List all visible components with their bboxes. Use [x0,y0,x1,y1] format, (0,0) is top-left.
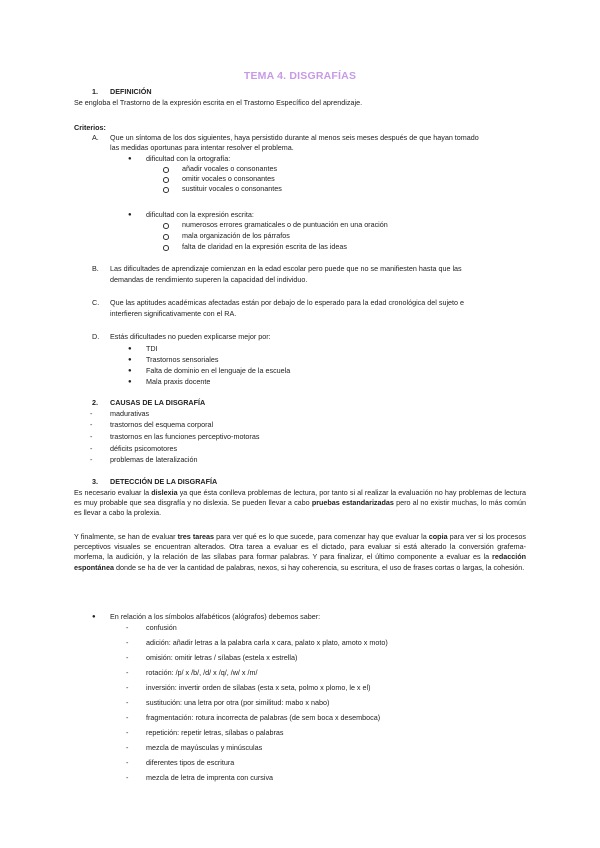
criterios-label: Criterios: [74,123,106,132]
bullet-icon: ● [128,357,132,363]
criterio-a-line1: Que un síntoma de los dos siguientes, haya persistido durante al menos seis meses después de que hayan tomado [110,133,479,142]
definicion-text: Se engloba el Trastorno de la expresión escrita en el Trastorno Específico del aprendizaje. [74,98,363,107]
simbolo-item: confusión [146,623,177,632]
circle-bullet-icon [163,223,169,229]
criterio-c-letter: C. [92,298,100,307]
criterio-d-item: Falta de dominio en el lenguaje de la escuela [146,366,291,375]
circle-bullet-icon [163,245,169,251]
criterio-c-line2: interfieren significativamente con el RA. [110,309,237,318]
circle-bullet-icon [163,234,169,240]
group-2-item: numerosos errores gramaticales o de puntuación en una oración [182,220,388,229]
p2-text: para ver qué es lo que sucede, para comenzar hay que evaluar la [214,532,429,541]
simbolo-item: fragmentación: rotura incorrecta de palabras (de sem boca x desemboca) [146,713,381,722]
circle-bullet-icon [163,167,169,173]
dash-icon: - [90,409,93,418]
group-1-label: dificultad con la ortografía: [146,154,231,163]
section-3-heading: DETECCIÓN DE LA DISGRAFÍA [110,477,218,486]
bullet-icon: ● [128,212,132,218]
dash-icon: - [90,432,93,441]
dash-icon: - [126,758,129,767]
criterio-d-letter: D. [92,332,100,341]
causa-item: madurativas [110,409,150,418]
dash-icon: - [126,623,129,632]
causa-item: trastornos en las funciones perceptivo-motoras [110,432,260,441]
dash-icon: - [126,773,129,782]
simbolo-item: mezcla de letra de imprenta con cursiva [146,773,274,782]
dash-icon: - [126,728,129,737]
simbolo-item: adición: añadir letras a la palabra carla x cara, palato x plato, amoto x moto) [146,638,388,647]
p2-text: Y finalmente, se han de evaluar [74,532,178,541]
p2-bold-tres-tareas: tres tareas [177,532,215,541]
simbolo-item: omisión: omitir letras / sílabas (estela x estrella) [146,653,298,662]
circle-bullet-icon [163,187,169,193]
group-2-item: mala organización de los párrafos [182,231,290,240]
p2-bold-copia: copia [428,532,448,541]
section-1-number: 1. [92,87,98,96]
section-1-heading: DEFINICIÓN [110,87,152,96]
group-2-label: dificultad con la expresión escrita: [146,210,254,219]
simbolos-label: En relación a los símbolos alfabéticos (alógrafos) debemos saber: [110,612,321,621]
criterio-d-item: Mala praxis docente [146,377,211,386]
group-1-item: sustituir vocales o consonantes [182,184,282,193]
causa-item: problemas de lateralización [110,455,198,464]
bullet-icon: ● [128,368,132,374]
dash-icon: - [90,420,93,429]
criterio-d-item: Trastornos sensoriales [146,355,219,364]
section-2-number: 2. [92,398,98,407]
simbolo-item: repetición: repetir letras, sílabas o palabras [146,728,284,737]
dash-icon: - [126,743,129,752]
deteccion-paragraph-1 [74,488,526,519]
dash-icon: - [126,683,129,692]
dash-icon: - [126,653,129,662]
section-3-number: 3. [92,477,98,486]
dash-icon: - [90,444,93,453]
dash-icon: - [126,638,129,647]
p1-text: ya que ésta conlleva problemas de lectura, por tanto si al realizar la evaluación no hay problemas de lectura es muy probable que sea disgrafía y no dislexia. Se pueden llevar a cabo [74,488,526,508]
bullet-icon: ● [128,156,132,162]
dash-icon: - [90,455,93,464]
bullet-icon: ● [128,379,132,385]
p1-bold-pruebas: pruebas estandarizadas [311,498,394,508]
causa-item: déficits psicomotores [110,444,178,453]
dash-icon: - [126,698,129,707]
criterio-b-letter: B. [92,264,99,273]
dash-icon: - [126,668,129,677]
criterio-a-letter: A. [92,133,99,142]
page-title: TEMA 4. DISGRAFÍAS [243,70,357,82]
bullet-icon: ● [92,614,96,620]
p1-text: pero al no existir muchas, lo más común es llevar a cabo la prolexia. [74,498,526,518]
bullet-icon: ● [128,346,132,352]
p2-text: donde se ha de ver la cantidad de palabras, nexos, si hay coherencia, su escritura, el uso de frases cortas o largas, la cohesión. [113,562,525,572]
simbolo-item: mezcla de mayúsculas y minúsculas [146,743,263,752]
dash-icon: - [126,713,129,722]
circle-bullet-icon [163,177,169,183]
simbolo-item: sustitución: una letra por otra (por similitud: mabo x nabo) [146,698,330,707]
criterio-d-item: TDI [146,344,158,353]
criterio-a-line2: las medidas oportunas para intentar resolver el problema. [110,143,294,152]
simbolo-item: inversión: invertir orden de sílabas (esta x seta, polmo x plomo, le x el) [146,683,371,692]
group-1-item: omitir vocales o consonantes [182,174,275,183]
p2-text: para ver si los procesos perceptivos visuales se encuentran alterados. Otra tarea a evaluar es el dictado, para evaluar si está alterado la conversión grafema-morfema, la audición, y la relación de las sílabas para formar palabras. Y para finalizar, el último componente a evaluar es la [74,532,526,562]
section-2-heading: CAUSAS DE LA DISGRAFÍA [110,398,206,407]
criterio-b-line2: demandas de rendimiento superen la capacidad del individuo. [110,275,308,284]
group-1-item: añadir vocales o consonantes [182,164,278,173]
group-2-item: falta de claridad en la expresión escrita de las ideas [182,242,348,251]
p2-bold-redaccion: redacción espontánea [74,552,526,572]
simbolo-item: diferentes tipos de escritura [146,758,235,767]
causa-item: trastornos del esquema corporal [110,420,214,429]
p1-text: Es necesario evaluar la [74,488,152,497]
p1-bold-dislexia: dislexia [151,488,178,497]
criterio-c-line1: Que las aptitudes académicas afectadas están por debajo de lo esperado para la edad cronológica del sujeto e [110,298,465,307]
simbolo-item: rotación: /p/ x /b/, /d/ x /q/, /w/ x /m/ [146,668,258,677]
criterio-b-line1: Las dificultades de aprendizaje comienzan en la edad escolar pero puede que no se manifiesten hasta que las [110,264,462,273]
deteccion-paragraph-2 [74,532,526,573]
criterio-d-line1: Estás dificultades no pueden explicarse mejor por: [110,332,271,341]
